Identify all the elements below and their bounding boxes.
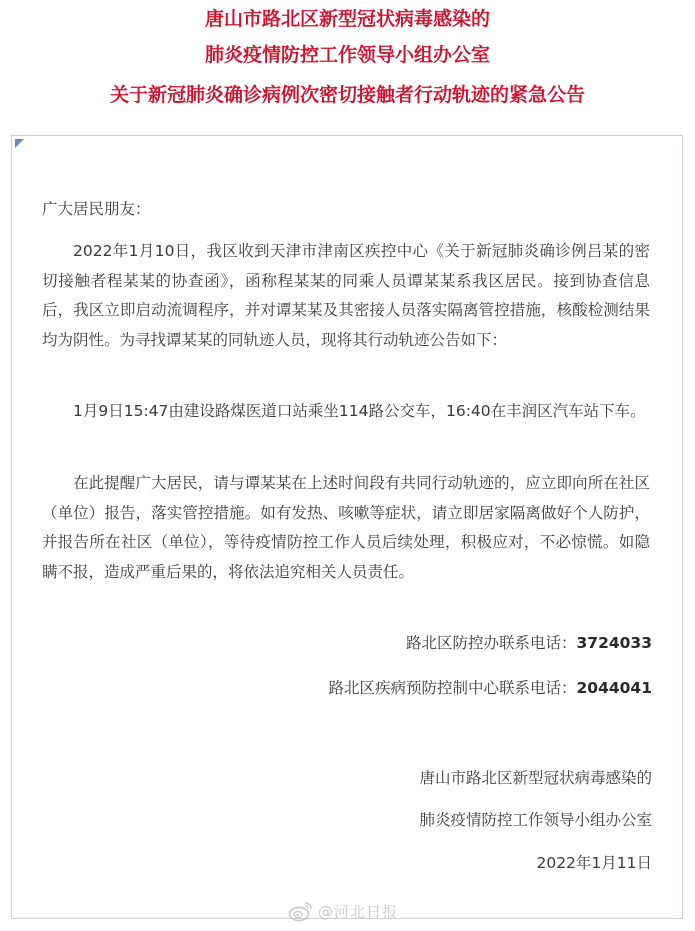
contact-prevention-office <box>406 631 652 655</box>
title-line-2: 肺炎疫情防控工作领导小组办公室 <box>204 44 490 66</box>
notice-date: 2022年1月11日 <box>536 854 652 872</box>
title-line-1: 唐山市路北区新型冠状病毒感染的 <box>204 8 490 30</box>
watermark <box>288 898 398 924</box>
corner-marker-icon <box>15 139 24 148</box>
paragraph-investigation: 2022年1月10日，我区收到天津市津南区疾控中心《关于新冠肺炎确诊例吕某的密切接触者程某某的协查函》，函称程某某的同乘人员谭某某系我区居民。接到协查信息后，我区立即启动流调程序，并对谭某某及其密接人员落实隔离管控措施，核酸检测结果均为阴性。为寻找谭某某的同轨迹人员，现将其行动轨迹公告如下： <box>42 242 650 349</box>
paragraph-trajectory: 1月9日15:47由建设路煤医道口站乘坐114路公交车，16:40在丰润区汽车站下车。 <box>73 402 646 420</box>
contact-cdc-number: 2044041 <box>576 679 652 697</box>
contact-cdc-label: 路北区疾病预防控制中心联系电话： <box>328 679 577 697</box>
paragraph-reminder: 在此提醒广大居民，请与谭某某在上述时间段有共同行动轨迹的，应立即向所在社区（单位）报告，落实管控措施。如有发热、咳嗽等症状，请立即居家隔离做好个人防护，并报告所在社区（单位），等待疫情防控工作人员后续处理，积极应对，不必惊慌。如隐瞒不报，造成严重后果的，将依法追究相关人员责任。 <box>42 474 650 581</box>
signature-line-1: 唐山市路北区新型冠状病毒感染的 <box>419 769 652 787</box>
notice-frame <box>11 135 683 919</box>
signature-line-2: 肺炎疫情防控工作领导小组办公室 <box>419 811 652 829</box>
contact-prevention-office-number: 3724033 <box>576 634 652 652</box>
contact-cdc <box>328 676 652 700</box>
salutation: 广大居民朋友： <box>42 200 151 218</box>
weibo-icon <box>288 900 314 922</box>
contact-prevention-office-label: 路北区防控办联系电话： <box>405 634 577 652</box>
title-line-3: 关于新冠肺炎确诊病例次密切接触者行动轨迹的紧急公告 <box>109 84 585 106</box>
watermark-text: @河北日报 <box>318 902 399 921</box>
